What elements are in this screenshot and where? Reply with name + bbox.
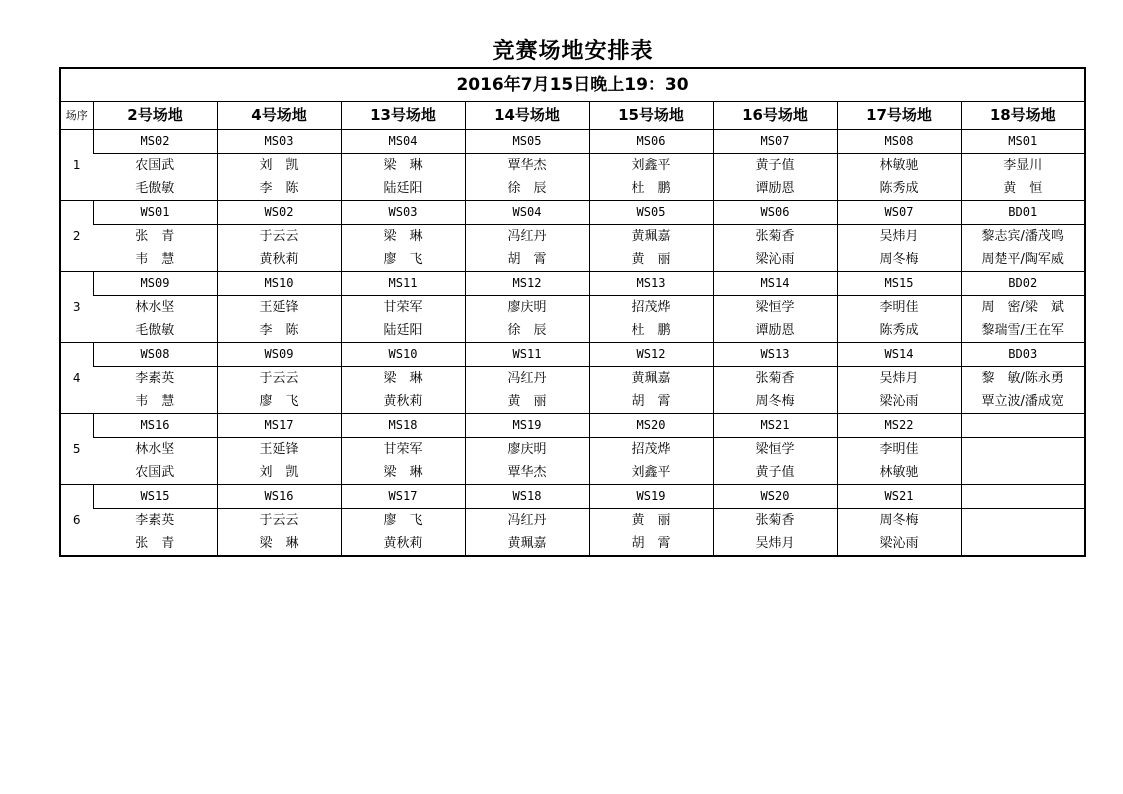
player1-cell: 吴炜月 <box>837 367 961 391</box>
player2-cell: 杜 鹏 <box>589 177 713 201</box>
player2-cell: 黄 丽 <box>589 248 713 272</box>
player2-cell: 徐 辰 <box>465 319 589 343</box>
player1-cell: 李素英 <box>135 513 175 528</box>
player2-cell: 廖 飞 <box>217 390 341 414</box>
player2-cell: 黎瑞雪/王在军 <box>961 319 1085 343</box>
player1-cell: 招茂烨 <box>589 438 713 462</box>
match-code-cell: WS18 <box>465 485 589 509</box>
table-row <box>60 414 1085 438</box>
player1-cell: 刘 凯 <box>217 154 341 178</box>
match-code-cell: MS18 <box>341 414 465 438</box>
match-code-cell: MS03 <box>217 130 341 154</box>
player1-cell: 黄子值 <box>713 154 837 178</box>
player2-cell: 周楚平/陶军威 <box>961 248 1085 272</box>
match-code-cell: MS12 <box>465 272 589 296</box>
table-row <box>60 532 1085 556</box>
player1-cell: 冯红丹 <box>465 509 589 533</box>
player1-cell <box>961 438 1085 462</box>
player1-cell: 林水坚 <box>135 442 175 457</box>
match-code-cell: WS04 <box>465 201 589 225</box>
match-code-cell: WS11 <box>465 343 589 367</box>
table-row <box>60 130 1085 154</box>
player2-cell: 周冬梅 <box>837 248 961 272</box>
match-code-cell: WS16 <box>217 485 341 509</box>
player2-cell: 毛傲敏 <box>93 177 217 201</box>
table-row <box>60 390 1085 414</box>
player1-cell: 于云云 <box>217 509 341 533</box>
player1-cell: 甘荣军 <box>341 438 465 462</box>
session-column-header: 场序 <box>60 102 93 130</box>
match-code-cell: WS13 <box>713 343 837 367</box>
match-code-cell: BD01 <box>961 201 1085 225</box>
player2-cell: 陆廷阳 <box>341 319 465 343</box>
session-number: 2 <box>60 201 93 272</box>
match-code-cell: MS17 <box>217 414 341 438</box>
match-code-cell: MS11 <box>341 272 465 296</box>
player1-cell: 李明佳 <box>837 438 961 462</box>
player2-cell: 黄秋莉 <box>341 532 465 556</box>
table-row <box>60 461 1085 485</box>
table-row <box>60 296 1085 320</box>
player1-cell: 廖庆明 <box>465 296 589 320</box>
match-code-cell: WS10 <box>341 343 465 367</box>
court-header: 18号场地 <box>961 102 1085 130</box>
match-code-cell: MS04 <box>341 130 465 154</box>
player1-cell: 梁 琳 <box>341 154 465 178</box>
datetime-cell: 2016年7月15日晚上19：30 <box>60 68 1085 102</box>
player1-cell: 黄珮嘉 <box>589 225 713 249</box>
match-code-cell: WS06 <box>713 201 837 225</box>
player2-cell: 黄子值 <box>713 461 837 485</box>
table-row <box>60 201 1085 225</box>
player1-cell: 冯红丹 <box>465 225 589 249</box>
player2-cell: 农国武 <box>93 461 217 485</box>
court-header: 13号场地 <box>341 102 465 130</box>
match-code-cell: WS19 <box>589 485 713 509</box>
session-number: 5 <box>60 414 93 485</box>
match-code-cell: MS19 <box>465 414 589 438</box>
table-row <box>60 485 1085 509</box>
player1-cell: 林敏驰 <box>837 154 961 178</box>
table-row <box>60 248 1085 272</box>
player2-cell: 张 青 <box>135 536 175 551</box>
match-code-cell <box>961 414 1085 438</box>
player2-cell <box>961 461 1085 485</box>
match-code-cell: WS15 <box>93 485 217 509</box>
player2-cell <box>961 532 1085 556</box>
match-code-cell <box>961 485 1085 509</box>
player1-cell: 李明佳 <box>837 296 961 320</box>
player2-cell: 胡 霄 <box>465 248 589 272</box>
datetime-row <box>60 68 1085 102</box>
player2-cell: 陈秀成 <box>837 319 961 343</box>
player2-cell: 梁沁雨 <box>713 248 837 272</box>
player1-cell: 张 青 <box>135 229 175 244</box>
match-code-cell: WS12 <box>589 343 713 367</box>
player2-cell: 周冬梅 <box>713 390 837 414</box>
player1-cell: 王延锋 <box>217 438 341 462</box>
player2-cell: 谭励恩 <box>713 177 837 201</box>
player1-cell: 张菊香 <box>713 509 837 533</box>
court-header: 4号场地 <box>217 102 341 130</box>
table-row <box>60 272 1085 296</box>
player1-cell: 周 密/梁 斌 <box>961 296 1085 320</box>
player2-cell: 黄珮嘉 <box>465 532 589 556</box>
session-number: 6 <box>72 512 81 527</box>
player1-cell: 于云云 <box>217 367 341 391</box>
player1-cell: 周冬梅 <box>837 509 961 533</box>
player1-cell: 梁 琳 <box>341 225 465 249</box>
court-header: 2号场地 <box>93 102 217 130</box>
player2-cell: 韦 慧 <box>93 248 217 272</box>
player1-cell: 李显川 <box>961 154 1085 178</box>
table-row <box>60 319 1085 343</box>
player1-cell: 甘荣军 <box>341 296 465 320</box>
player2-cell: 杜 鹏 <box>589 319 713 343</box>
table-row <box>60 367 1085 391</box>
player1-cell: 刘鑫平 <box>589 154 713 178</box>
match-code-cell: MS21 <box>713 414 837 438</box>
player1-cell <box>961 509 1085 533</box>
session-number: 1 <box>60 130 93 201</box>
player2-cell: 陆廷阳 <box>341 177 465 201</box>
player1-cell: 覃华杰 <box>465 154 589 178</box>
player1-cell: 于云云 <box>217 225 341 249</box>
match-code-cell: WS08 <box>93 343 217 367</box>
match-code-cell: MS13 <box>589 272 713 296</box>
player2-cell: 梁沁雨 <box>837 532 961 556</box>
player2-cell: 谭励恩 <box>713 319 837 343</box>
player1-cell: 廖庆明 <box>465 438 589 462</box>
match-code-cell: MS07 <box>713 130 837 154</box>
player1-cell: 吴炜月 <box>837 225 961 249</box>
player2-cell: 陈秀成 <box>837 177 961 201</box>
table-row <box>60 343 1085 367</box>
match-code-cell: MS08 <box>837 130 961 154</box>
match-code-cell: MS09 <box>93 272 217 296</box>
player2-cell: 徐 辰 <box>465 177 589 201</box>
player2-cell: 韦 慧 <box>93 390 217 414</box>
player1-cell: 黎 敏/陈永勇 <box>961 367 1085 391</box>
player2-cell: 刘鑫平 <box>589 461 713 485</box>
court-header: 17号场地 <box>837 102 961 130</box>
player1-cell: 冯红丹 <box>465 367 589 391</box>
match-code-cell: WS07 <box>837 201 961 225</box>
player2-cell: 黄秋莉 <box>341 390 465 414</box>
player1-cell: 招茂烨 <box>589 296 713 320</box>
player1-cell: 黄 丽 <box>589 509 713 533</box>
match-code-cell: MS10 <box>217 272 341 296</box>
page-title: 竞赛场地安排表 <box>492 39 654 64</box>
player1-cell: 廖 飞 <box>341 509 465 533</box>
player2-cell: 胡 霄 <box>589 532 713 556</box>
match-code-cell: MS01 <box>961 130 1085 154</box>
match-code-cell: WS02 <box>217 201 341 225</box>
court-header: 15号场地 <box>589 102 713 130</box>
header-row <box>60 102 1085 130</box>
player1-cell: 梁 琳 <box>341 367 465 391</box>
player1-cell: 梁恒学 <box>713 296 837 320</box>
player2-cell: 毛傲敏 <box>93 319 217 343</box>
player1-cell: 张菊香 <box>713 367 837 391</box>
player1-cell: 李素英 <box>135 371 175 386</box>
player1-cell: 黎志宾/潘茂鸣 <box>961 225 1085 249</box>
match-code-cell: BD03 <box>961 343 1085 367</box>
match-code-cell: MS20 <box>589 414 713 438</box>
player2-cell: 梁 琳 <box>217 532 341 556</box>
match-code-cell: WS21 <box>837 485 961 509</box>
match-code-cell: WS09 <box>217 343 341 367</box>
player2-cell: 黄 恒 <box>961 177 1085 201</box>
match-code-cell: WS03 <box>341 201 465 225</box>
player1-cell: 王延锋 <box>217 296 341 320</box>
match-code-cell: WS01 <box>93 201 217 225</box>
match-code-cell: WS17 <box>341 485 465 509</box>
player2-cell: 覃华杰 <box>465 461 589 485</box>
court-header: 16号场地 <box>713 102 837 130</box>
match-code-cell: MS16 <box>93 414 217 438</box>
match-code-cell: MS14 <box>713 272 837 296</box>
table-row <box>60 438 1085 462</box>
player2-cell: 黄秋莉 <box>217 248 341 272</box>
player1-cell: 黄珮嘉 <box>589 367 713 391</box>
session-number: 3 <box>60 272 93 343</box>
player2-cell: 廖 飞 <box>341 248 465 272</box>
match-code-cell: MS22 <box>837 414 961 438</box>
match-code-cell: BD02 <box>961 272 1085 296</box>
match-code-cell: MS06 <box>589 130 713 154</box>
match-code-cell: WS05 <box>589 201 713 225</box>
player2-cell: 梁沁雨 <box>837 390 961 414</box>
player1-cell: 梁恒学 <box>713 438 837 462</box>
player2-cell: 李 陈 <box>217 177 341 201</box>
table-row <box>60 177 1085 201</box>
match-code-cell: MS05 <box>465 130 589 154</box>
match-code-cell: WS20 <box>713 485 837 509</box>
player1-cell: 张菊香 <box>713 225 837 249</box>
player1-cell: 农国武 <box>135 158 175 173</box>
table-row <box>60 154 1085 178</box>
player2-cell: 黄 丽 <box>465 390 589 414</box>
player2-cell: 胡 霄 <box>589 390 713 414</box>
player2-cell: 林敏驰 <box>837 461 961 485</box>
table-row <box>60 509 1085 533</box>
schedule-table <box>59 67 1086 557</box>
match-code-cell: WS14 <box>837 343 961 367</box>
match-code-cell: MS02 <box>93 130 217 154</box>
player2-cell: 刘 凯 <box>217 461 341 485</box>
player2-cell: 梁 琳 <box>341 461 465 485</box>
player2-cell: 李 陈 <box>217 319 341 343</box>
table-row <box>60 225 1085 249</box>
match-code-cell: MS15 <box>837 272 961 296</box>
session-number: 4 <box>60 343 93 414</box>
player1-cell: 林水坚 <box>135 300 175 315</box>
player2-cell: 吴炜月 <box>713 532 837 556</box>
player2-cell: 覃立波/潘成宽 <box>961 390 1085 414</box>
court-header: 14号场地 <box>465 102 589 130</box>
